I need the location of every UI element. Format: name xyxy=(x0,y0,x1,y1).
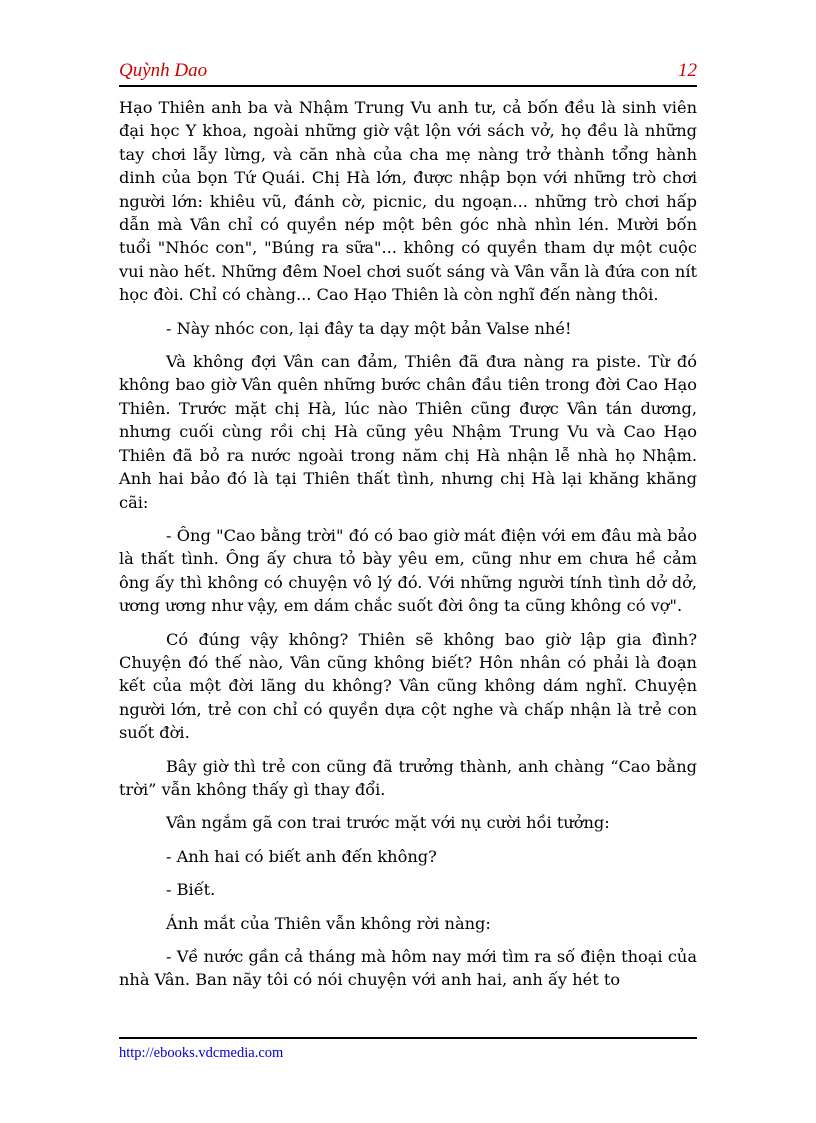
header-page-number: 12 xyxy=(678,60,697,81)
paragraph: - Anh hai có biết anh đến không? xyxy=(166,846,437,866)
body-text xyxy=(119,96,697,1002)
header-author: Quỳnh Dao xyxy=(119,60,208,81)
footer-link[interactable]: http://ebooks.vdcmedia.com xyxy=(119,1045,284,1061)
paragraph: - Ông "Cao bằng trời" đó có bao giờ mát điện với em đâu mà bảo là thất tình. Ông ấy chưa tỏ bày yêu em, cũng như em chưa hề cảm ông ấy thì không có chuyện vô lý đó. Với những người tính tình dở dở, ương ương như vậy, em dám chắc suốt đời ông ta cũng không có vợ". xyxy=(119,525,697,616)
paragraph: Bây giờ thì trẻ con cũng đã trưởng thành, anh chàng “Cao bằng trời” vẫn không thấy gì thay đổi. xyxy=(119,756,697,799)
paragraph: - Về nước gần cả tháng mà hôm nay mới tìm ra số điện thoại của nhà Vân. Ban nãy tôi có nói chuyện với anh hai, anh ấy hét to xyxy=(119,947,697,990)
paragraph: Vân ngắm gã con trai trước mặt với nụ cười hồi tưởng: xyxy=(166,813,610,833)
header-divider xyxy=(119,85,697,87)
paragraph: Có đúng vậy không? Thiên sẽ không bao giờ lập gia đình? Chuyện đó thế nào, Vân cũng không biết? Hôn nhân có phải là đoạn kết của một đời lãng du không? Vân cũng không dám nghĩ. Chuyện người lớn, trẻ con chỉ có quyền dựa cột nghe và chấp nhận là trẻ con suốt đời. xyxy=(119,629,697,743)
paragraph: Và không đợi Vân can đảm, Thiên đã đưa nàng ra piste. Từ đó không bao giờ Vân quên những bước chân đầu tiên trong đời Cao Hạo Thiên. Trước mặt chị Hà, lúc nào Thiên cũng được Vân tán dương, nhưng cuối cùng rồi chị Hà cũng yêu Nhậm Trung Vu và Cao Hạo Thiên đã bỏ ra nước ngoài trong năm chị Hà nhận lễ nhà họ Nhậm. Anh hai bảo đó là tại Thiên thất tình, nhưng chị Hà lại khăng khăng cãi: xyxy=(119,352,697,512)
paragraph: - Này nhóc con, lại đây ta dạy một bản Valse nhé! xyxy=(166,318,572,338)
paragraph: Ánh mắt của Thiên vẫn không rời nàng: xyxy=(166,913,491,933)
page-header xyxy=(119,60,697,84)
footer-divider xyxy=(119,1037,697,1039)
paragraph: - Biết. xyxy=(166,880,216,900)
paragraph: Hạo Thiên anh ba và Nhậm Trung Vu anh tư, cả bốn đều là sinh viên đại học Y khoa, ngoài những giờ vật lộn với sách vở, họ đều là những tay chơi lẫy lừng, và căn nhà của cha mẹ nàng trở thành tổng hành dinh của bọn Tứ Quái. Chị Hà lớn, được nhập bọn với những trò chơi người lớn: khiêu vũ, đánh cờ, picnic, du ngoạn... những trò chơi hấp dẫn mà Vân chỉ có quyền nép một bên góc nhà nhìn lén. Mười bốn tuổi "Nhóc con", "Búng ra sữa"... không có quyền tham dự một cuộc vui nào hết. Những đêm Noel chơi suốt sáng và Vân vẫn là đứa con nít học đòi. Chỉ có chàng... Cao Hạo Thiên là còn nghĩ đến nàng thôi. xyxy=(119,98,697,305)
